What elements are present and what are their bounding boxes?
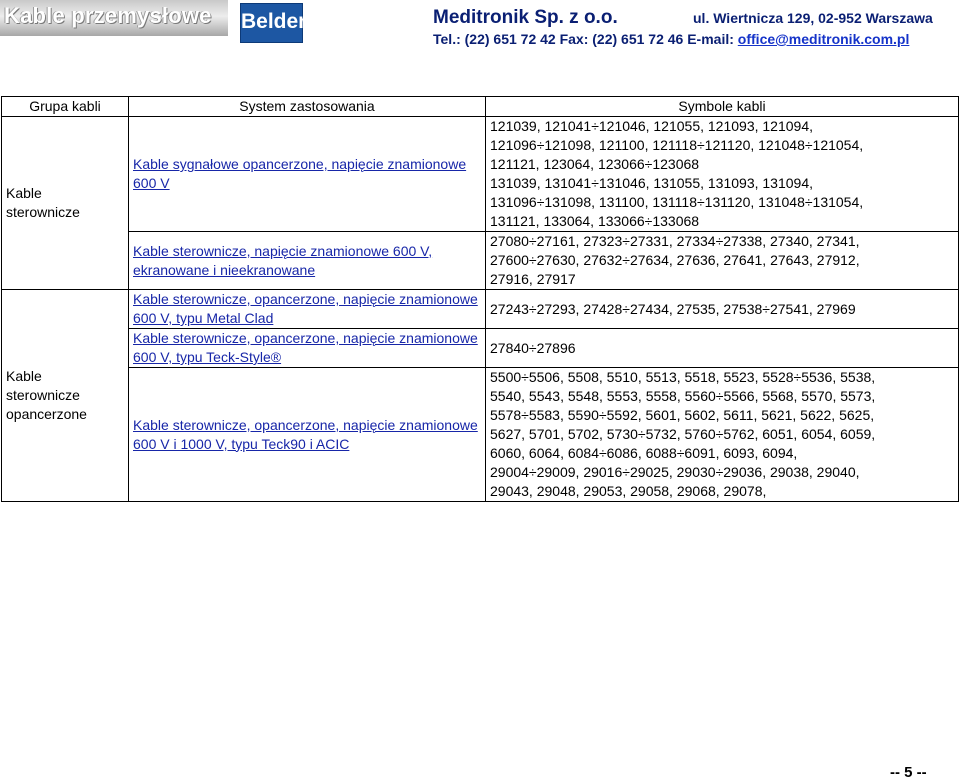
system-link[interactable]: Kable sterownicze, opancerzone, napięcie znamionowe 600 V, typu Teck-Style® [129,329,486,368]
table-body [2,117,959,502]
symbol-line: 27916, 27917 [490,271,576,287]
company-name: Meditronik Sp. z o.o. [433,7,618,28]
symbol-line: 27600÷27630, 27632÷27634, 27636, 27641, 27643, 27912, [490,252,860,268]
group-label-line: Kable [6,368,42,384]
page-number: -- 5 -- [890,764,927,781]
system-link[interactable]: Kable sterownicze, opancerzone, napięcie znamionowe 600 V i 1000 V, typu Teck90 i ACIC [129,368,486,502]
symbol-line: 27840÷27896 [490,339,576,356]
banner-title: Kable przemysłowe [4,3,212,28]
table-row [2,329,959,368]
contact-line [433,31,909,47]
symbol-line: 5578÷5583, 5590÷5592, 5601, 5602, 5611, 5621, 5622, 5625, [490,407,875,423]
belden-logo-text: Belden [241,10,312,33]
group-cell [2,290,129,502]
symbol-line: 131096÷131098, 131100, 131118÷131120, 131048÷131054, [490,194,864,210]
table-row [2,117,959,232]
symbol-line: 5627, 5701, 5702, 5730÷5732, 5760÷5762, 6051, 6054, 6059, [490,426,876,442]
symbol-line: 6060, 6064, 6084÷6086, 6088÷6091, 6093, 6094, [490,445,798,461]
symbol-line: 121039, 121041÷121046, 121055, 121093, 121094, [490,118,813,134]
group-cell [2,117,129,290]
table-row [2,290,959,329]
symbols-cell [486,290,959,329]
symbol-line: 29043, 29048, 29053, 29058, 29068, 29078, [490,483,767,499]
symbol-line: 131121, 133064, 133066÷133068 [490,213,700,229]
symbol-line: 121096÷121098, 121100, 121118÷121120, 121048÷121054, [490,137,864,153]
group-label-line: opancerzone [6,406,87,422]
group-label-line: sterownicze [6,387,80,403]
cable-table [1,96,959,502]
symbols-cell [486,368,959,502]
belden-logo [240,3,312,43]
group-label-line: Kable [6,185,42,201]
symbol-line: 29004÷29009, 29016÷29025, 29030÷29036, 29038, 29040, [490,464,860,480]
symbols-cell [486,117,959,232]
symbol-line: 5500÷5506, 5508, 5510, 5513, 5518, 5523, 5528÷5536, 5538, [490,369,876,385]
symbol-line: 27080÷27161, 27323÷27331, 27334÷27338, 27340, 27341, [490,233,860,249]
symbols-cell [486,232,959,290]
table-header-row [2,97,959,117]
symbol-line: 121121, 123064, 123066÷123068 [490,156,700,172]
symbol-line: 5540, 5543, 5548, 5553, 5558, 5560÷5566, 5568, 5570, 5573, [490,388,876,404]
system-link[interactable]: Kable sygnałowe opancerzone, napięcie znamionowe 600 V [129,117,486,232]
symbols-cell [486,329,959,368]
header-system: System zastosowania [129,97,486,117]
table-row [2,368,959,502]
contact-phone-fax: Tel.: (22) 651 72 42 Fax: (22) 651 72 46 E-mail: [433,31,738,47]
symbol-line: 131039, 131041÷131046, 131055, 131093, 131094, [490,175,813,191]
system-link[interactable]: Kable sterownicze, napięcie znamionowe 600 V, ekranowane i nieekranowane [129,232,486,290]
company-address: ul. Wiertnicza 129, 02-952 Warszawa [693,10,933,26]
table-row [2,232,959,290]
header-group: Grupa kabli [2,97,129,117]
email-link[interactable]: office@meditronik.com.pl [737,31,910,47]
system-link[interactable]: Kable sterownicze, opancerzone, napięcie znamionowe 600 V, typu Metal Clad [129,290,486,329]
group-label-line: sterownicze [6,204,80,220]
symbol-line: 27243÷27293, 27428÷27434, 27535, 27538÷27541, 27969 [490,300,856,317]
banner [0,0,228,36]
header-symbols: Symbole kabli [486,97,959,117]
